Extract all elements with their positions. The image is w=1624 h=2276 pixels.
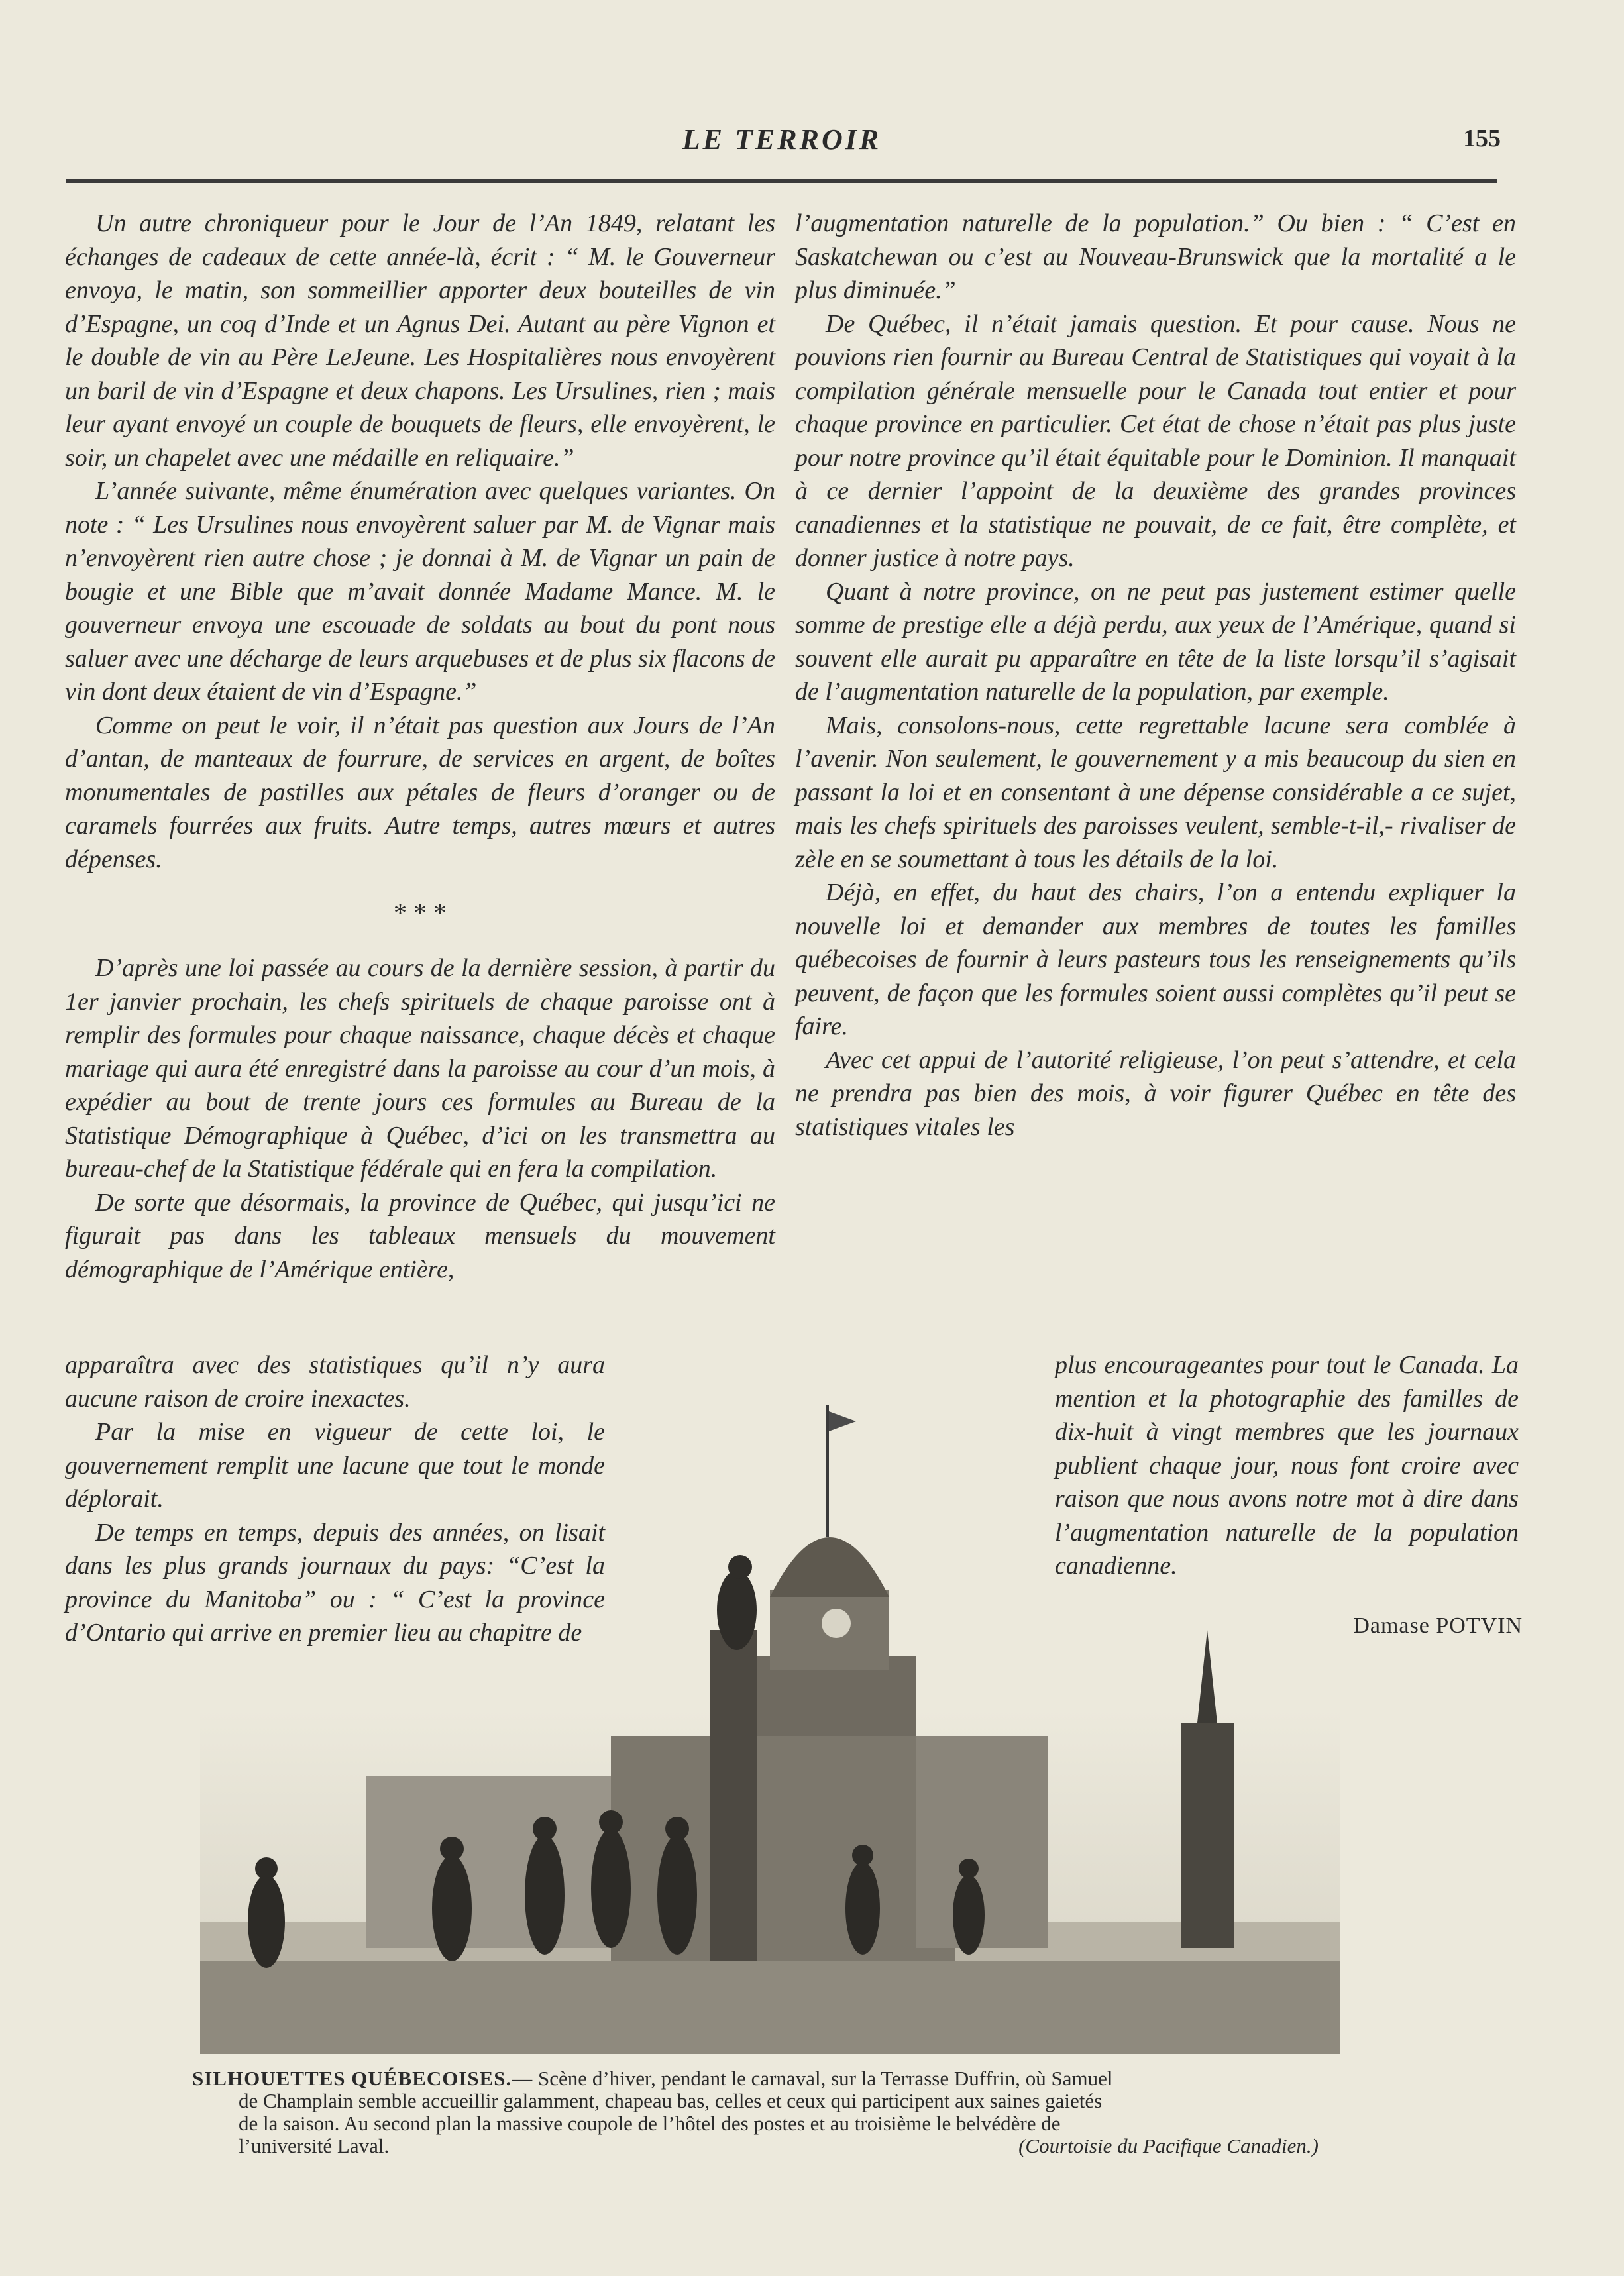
caption-line: Scène d’hiver, pendant le carnaval, sur la Terrasse Duffrin, où Samuel — [538, 2067, 1113, 2090]
champlain-statue — [710, 1555, 757, 1961]
left-column — [65, 207, 775, 1286]
paragraph: L’année suivante, même énumération avec quelques variantes. On note : “ Les Ursulines nous envoyèrent saluer par M. de Vignar mais n’envoyèrent rien autre chose ; je donnai à M. de Vignar un pain de bougie et une Bible que m’avait donnée Madame Mance. M. le gouverneur envoya une escouade de soldats au bout du pont nous saluer avec une décharge de leurs arquebuses et de plus six flacons de vin dont deux étaient de vin d’Espagne.” — [65, 477, 775, 706]
caption-lead: SILHOUETTES QUÉBECOISES.— — [192, 2067, 533, 2090]
paragraph: Mais, consolons-nous, cette regrettable lacune sera comblée à l’avenir. Non seulement, le gouvernement y a mis beaucoup du sien en passant la loi et en consentant à une dépense considérable a ce sujet, mais les chefs spirituels des paroisses veulent, semble-t-il,- rivaliser de zèle en se soumettant à tous les détails de la loi. — [795, 711, 1516, 873]
header-rule — [66, 179, 1497, 183]
caption-line: de Champlain semble accueillir galamment, chapeau bas, celles et ceux qui participent aux saines gaietés — [239, 2089, 1103, 2112]
paragraph: Déjà, en effet, du haut des chairs, l’on a entendu expliquer la nouvelle loi et demander aux membres de toutes les familles québecoises de fournir à leurs pasteurs tous les renseignements qu’ils peuvent, de façon que les formules soient aussi complètes qu’il peut se faire. — [795, 879, 1516, 1040]
page-number: 155 — [1463, 125, 1501, 152]
paragraph: D’après une loi passée au cours de la dernière session, à partir du 1er janvier prochain, les chefs spirituels de chaque paroisse ont à remplir des formules pour chaque naissance, chaque décès et chaque mariage qui aura été enregistré dans la paroisse au cour d’un mois, à expédier au bout de trente jours ces formules au Bureau de la Statistique Démographique à Québec, d’ici on les transmettra au bureau-chef de la Statistique fédérale qui en fera la compilation. — [65, 954, 775, 1183]
section-separator: * * * — [394, 898, 447, 928]
photo-caption — [192, 2067, 1358, 2157]
right-column — [795, 207, 1516, 1144]
running-header — [63, 116, 1501, 169]
paragraph: De temps en temps, depuis des années, on lisait dans les plus grands journaux du pays: “C’est la province du Manitoba” ou : “ C’est la province d’Ontario qui arrive en premier lieu au chapitre de — [65, 1518, 605, 1647]
winter-scene-photo — [200, 1312, 1340, 2054]
paragraph: apparaîtra avec des statistiques qu’il n’y aura aucune raison de croire inexactes. — [65, 1351, 605, 1413]
paragraph: plus encourageantes pour tout le Canada. La mention et la photographie des familles de dix-huit à vingt membres que les journaux publient chaque jour, nous font croire avec raison que nous avons notre mot à dire dans l’augmentation naturelle de la population canadienne. — [1055, 1351, 1519, 1580]
paragraph: Par la mise en vigueur de cette loi, le gouvernement remplit une lacune que tout le monde déplorait. — [65, 1418, 605, 1513]
paragraph: De sorte que désormais, la province de Québec, qui jusqu’ici ne figurait pas dans les tableaux mensuels du mouvement démographique de l’Amérique entière, — [65, 1188, 775, 1283]
paragraph: Quant à notre province, on ne peut pas justement estimer quelle somme de prestige elle a déjà perdu, aux yeux de l’Amérique, quand si souvent elle aurait pu apparaître en tête de la liste lorsqu’il s’agisait de l’augmentation naturelle de la population, par exemple. — [795, 577, 1516, 706]
paragraph: Comme on peut le voir, il n’était pas question aux Jours de l’An d’antan, de manteaux de fourrure, de services en argent, de boîtes monumentales de pastilles aux pétales de fleurs d’oranger ou de caramels fourrées aux fruits. Autre temps, autres mœurs et autres dépenses. — [65, 711, 775, 873]
paragraph: Avec cet appui de l’autorité religieuse, l’on peut s’attendre, et cela ne prendra pas bien des mois, à voir figurer Québec en tête des statistiques vitales les — [795, 1046, 1516, 1141]
photo-credit: (Courtoisie du Pacifique Canadien.) — [1018, 2134, 1319, 2157]
laval-spire — [1181, 1630, 1234, 1948]
caption-line: de la saison. Au second plan la massive coupole de l’hôtel des postes et au troisième le belvédère de — [239, 2112, 1061, 2135]
paragraph: Un autre chroniqueur pour le Jour de l’An 1849, relatant les échanges de cadeaux de cette année-là, écrit : “ M. le Gouverneur envoya, le matin, son sommeillier apporter deux bouteilles de vin d’Espagne, un coq d’Inde et un Agnus Dei. Autant au père Vignon et le double de vin au Père LeJeune. Les Hospitalières nous envoyèrent un baril de vin d’Espagne et deux chapons. Les Ursulines, rien ; mais leur ayant envoyé un couple de bouquets de fleurs, elle envoyèrent, le soir, un chapelet avec une médaille en reliquaire.” — [65, 209, 775, 472]
caption-line: l’université Laval. — [239, 2134, 390, 2157]
paragraph: De Québec, il n’était jamais question. Et pour cause. Nous ne pouvions rien fournir au Bureau Central de Statistiques qui voyait à la compilation générale mensuelle pour le Canada tout entier et pour chaque province en particulier. Cet état de chose n’était pas plus juste pour notre province qu’il était équitable pour le Dominion. Il manquait à ce dernier l’appoint de la deuxième des grandes provinces canadiennes et la statistique ne pouvait, de ce fait, être complète, et donner justice à notre pays. — [795, 309, 1516, 572]
journal-title: LE TERROIR — [682, 123, 882, 156]
paragraph: l’augmentation naturelle de la population.” Ou bien : “ C’est en Saskatchewan ou c’est au Nouveau-Brunswick que la mortalité a le plus diminuée.” — [795, 209, 1516, 304]
author-signature: Damase POTVIN — [1353, 1613, 1523, 1638]
